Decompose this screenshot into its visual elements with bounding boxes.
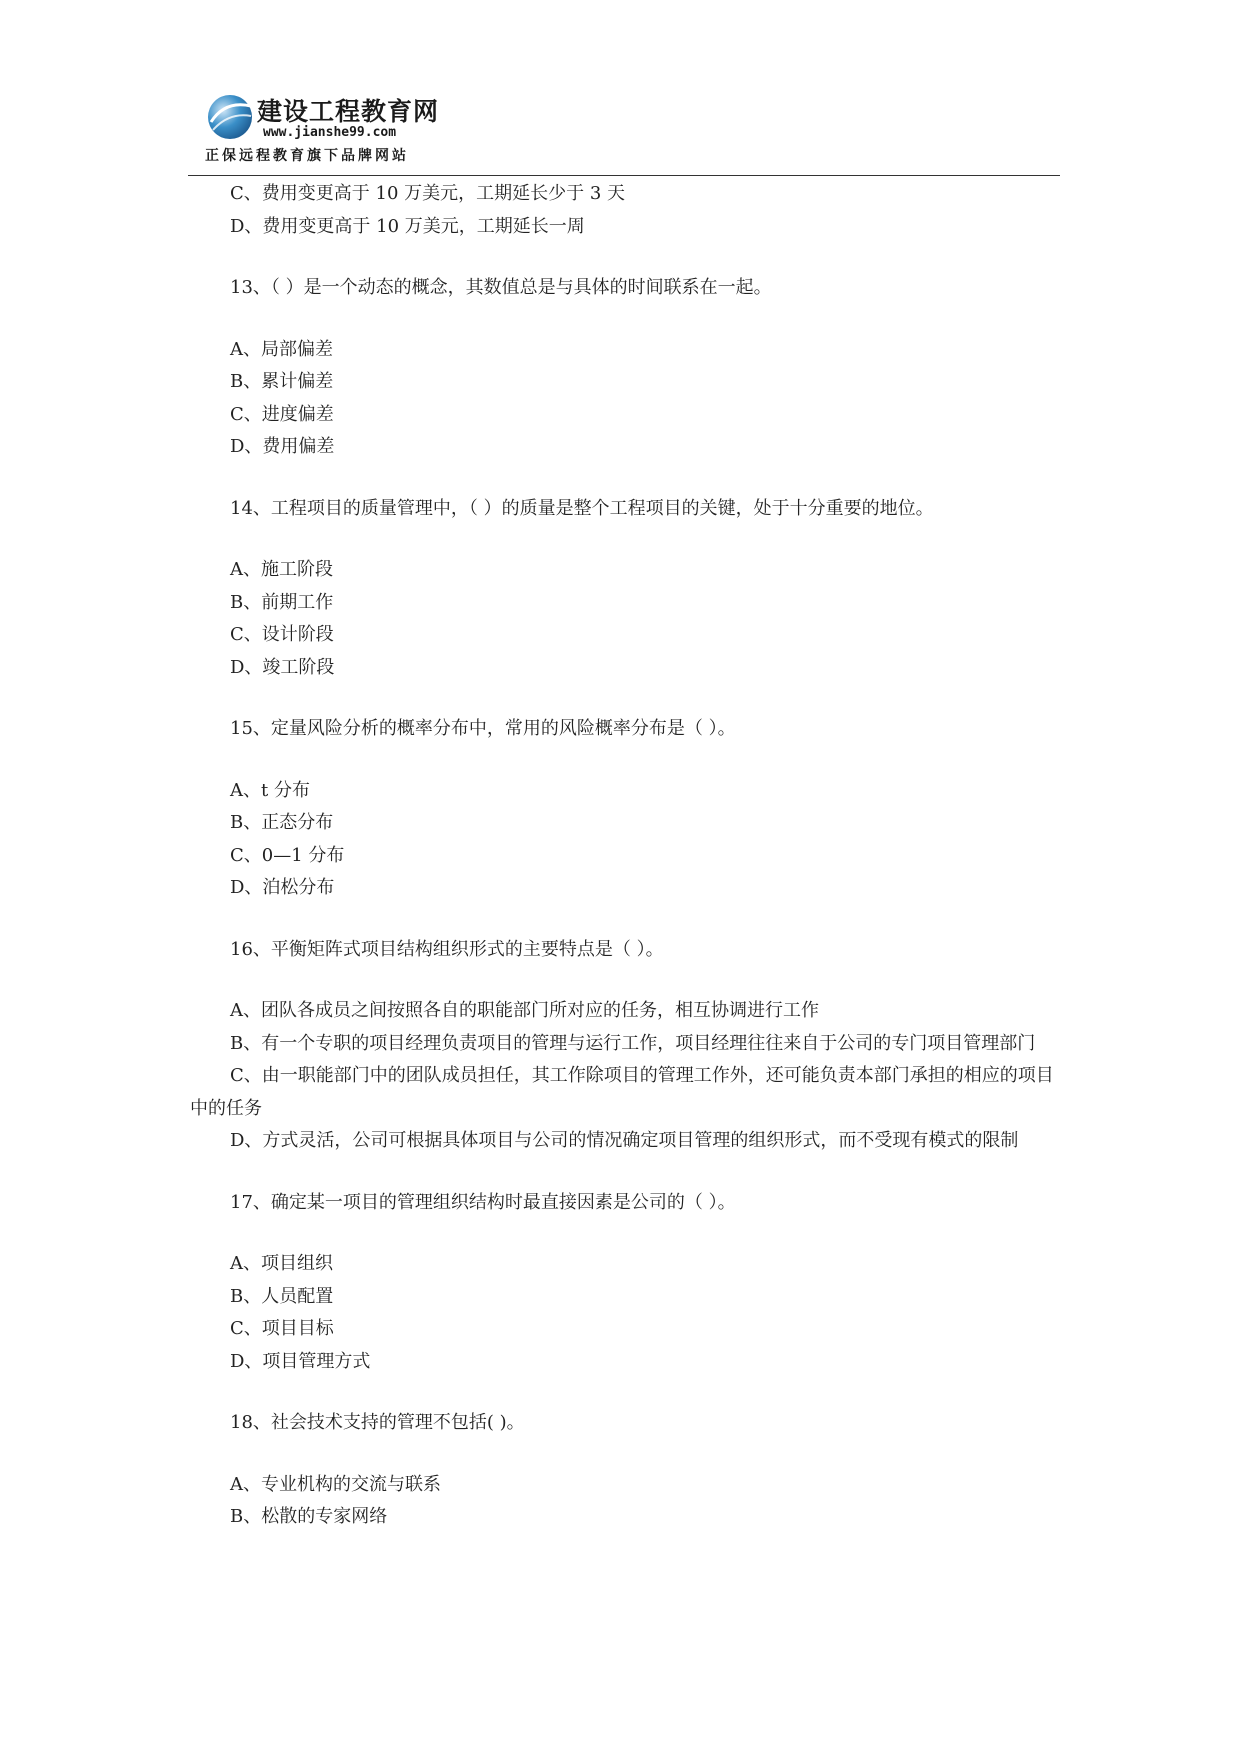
option-text: A、施工阶段 — [230, 559, 333, 580]
option-text: A、t 分布 — [230, 779, 310, 801]
option-text: B、人员配置 — [230, 1285, 334, 1307]
option-text: A、项目组织 — [230, 1253, 333, 1274]
option-text: B、有一个专职的项目经理负责项目的管理与运行工作，项目经理往往来自于公司的专门项目管理部门 — [230, 1032, 1036, 1054]
paragraph-gap — [190, 1378, 1060, 1407]
option-text: A、团队各成员之间按照各自的职能部门所对应的任务，相互协调进行工作 — [230, 1000, 819, 1021]
paragraph-gap — [190, 1219, 1060, 1248]
option-text: C、0—1 分布 — [230, 844, 345, 866]
option-text: D、方式灵活，公司可根据具体项目与公司的情况确定项目管理的组织形式，而不受现有模式的限制 — [230, 1130, 1019, 1151]
option-text: D、费用偏差 — [230, 436, 335, 457]
option-text: D、费用变更高于 10 万美元，工期延长一周 — [230, 215, 585, 237]
paragraph-gap — [190, 243, 1060, 272]
question-text: 15、定量风险分析的概率分布中，常用的风险概率分布是（ ）。 — [230, 718, 736, 739]
paragraph-gap — [190, 684, 1060, 713]
paragraph-gap — [190, 966, 1060, 995]
option-text: B、正态分布 — [230, 812, 334, 833]
question-text: 14、工程项目的质量管理中，（ ）的质量是整个工程项目的关键，处于十分重要的地位。 — [230, 497, 934, 519]
option-text: B、前期工作 — [230, 591, 334, 613]
header-divider — [188, 175, 1060, 176]
site-title: 建设工程教育网 — [257, 97, 440, 126]
option-text: C、设计阶段 — [230, 624, 334, 645]
site-header — [205, 92, 1065, 170]
globe-logo-icon — [205, 92, 255, 142]
option-text: B、累计偏差 — [230, 371, 334, 392]
option-text: D、竣工阶段 — [230, 656, 335, 678]
paragraph-gap — [190, 746, 1060, 775]
paragraph-gap — [190, 305, 1060, 334]
site-url: www.jianshe99.com — [263, 125, 397, 140]
question-text: 16、平衡矩阵式项目结构组织形式的主要特点是（ ）。 — [230, 938, 664, 960]
paragraph-gap — [190, 1440, 1060, 1469]
option-text: C、项目目标 — [230, 1318, 334, 1339]
option-text: D、泊松分布 — [230, 877, 335, 898]
option-text: D、项目管理方式 — [230, 1350, 371, 1372]
option-text: B、松散的专家网络 — [230, 1506, 388, 1527]
paragraph-gap — [190, 525, 1060, 554]
question-text: 18、社会技术支持的管理不包括( )。 — [230, 1412, 525, 1433]
option-text: C、费用变更高于 10 万美元，工期延长少于 3 天 — [230, 183, 626, 204]
option-text: A、局部偏差 — [230, 338, 333, 360]
option-text: C、由一职能部门中的团队成员担任，其工作除项目的管理工作外，还可能负责本部门承担的相应的项目中的任务 — [190, 1065, 1054, 1119]
option-text: A、专业机构的交流与联系 — [230, 1473, 441, 1495]
question-text: 17、确定某一项目的管理组织结构时最直接因素是公司的（ ）。 — [230, 1191, 736, 1213]
site-tagline: 正保远程教育旗下品牌网站 — [205, 148, 409, 164]
paragraph-gap — [190, 1158, 1060, 1187]
paragraph-gap — [190, 905, 1060, 934]
option-text: C、进度偏差 — [230, 403, 334, 425]
document-body — [190, 178, 1060, 1534]
paragraph-gap — [190, 464, 1060, 493]
question-text: 13、（ ）是一个动态的概念，其数值总是与具体的时间联系在一起。 — [230, 277, 772, 298]
